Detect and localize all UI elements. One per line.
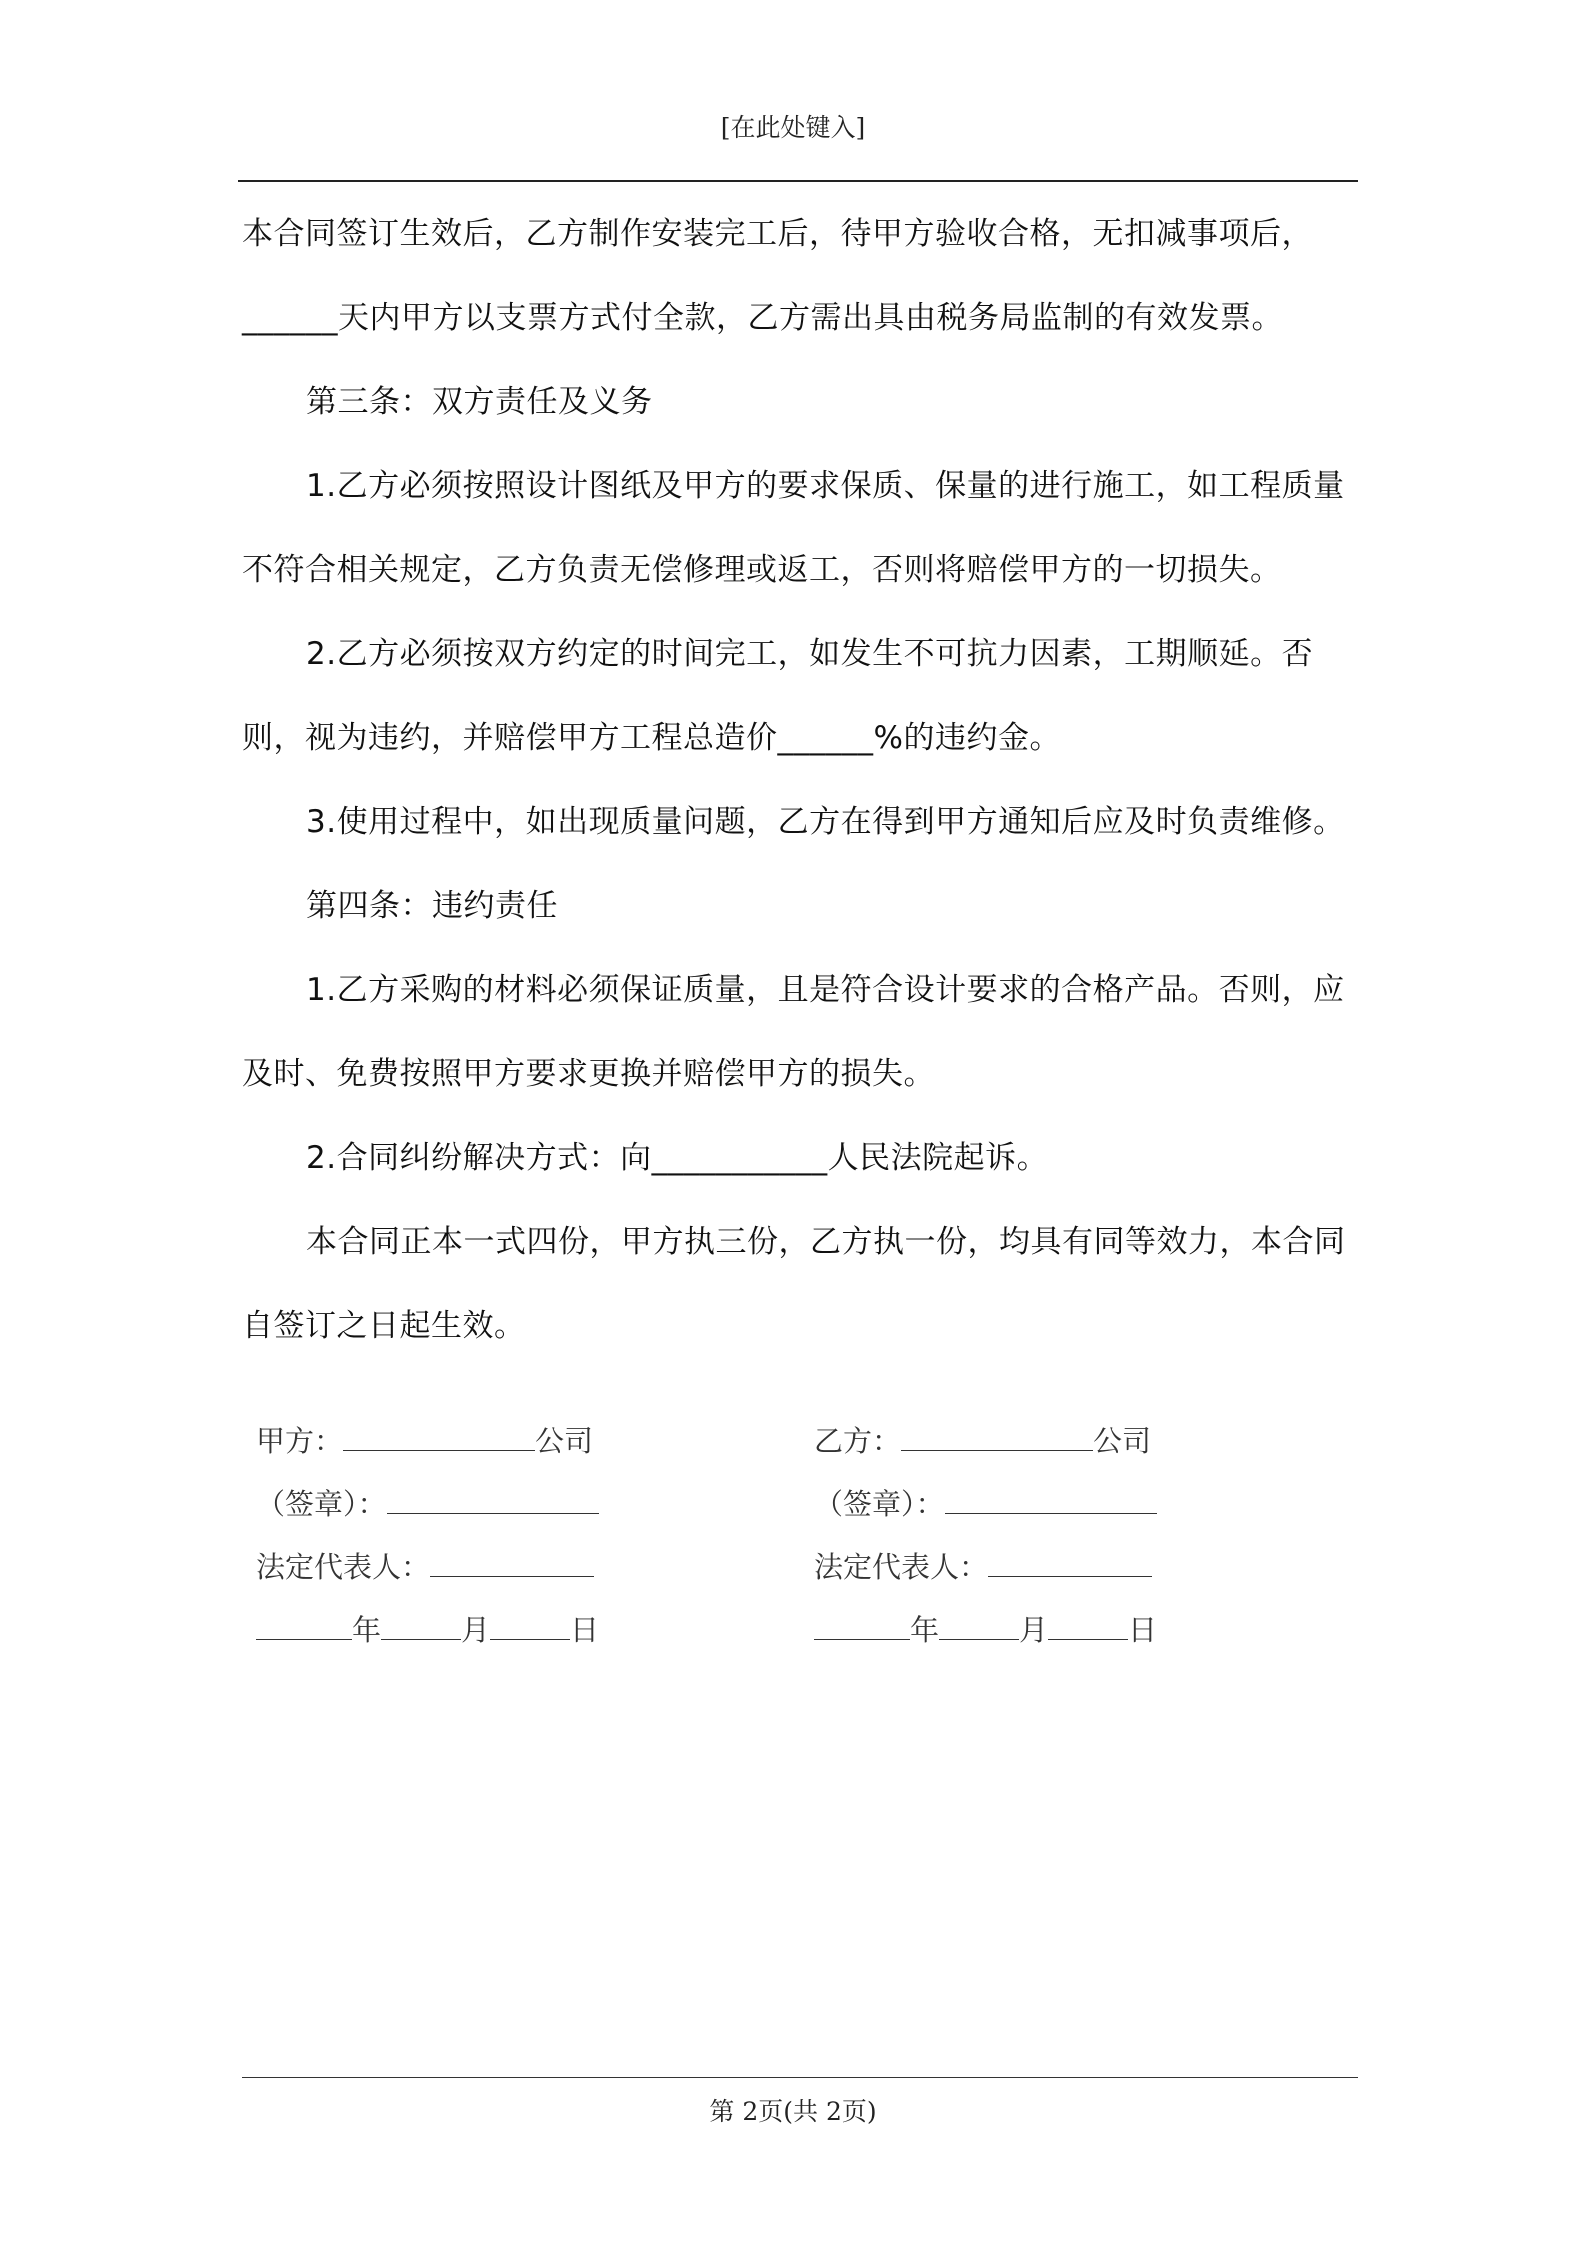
party-a-company-suffix: 公司	[535, 1424, 594, 1458]
paragraph-clause-3-1: 1.乙方必须按照设计图纸及甲方的要求保质、保量的进行施工，如工程质量不符合相关规定，乙方负责无偿修理或返工，否则将赔偿甲方的一切损失。	[242, 468, 1345, 588]
section-heading-4: 第四条：违约责任	[306, 888, 558, 924]
party-b-month-label: 月	[1019, 1613, 1049, 1647]
party-b-day-label: 日	[1128, 1613, 1158, 1647]
page-footer: 第 2页(共 2页)	[709, 2097, 877, 2126]
paragraph-clause-3-3: 3.使用过程中，如出现质量问题，乙方在得到甲方通知后应及时负责维修。	[306, 804, 1345, 840]
paragraph-clause-3-2: 2.乙方必须按双方约定的时间完工，如发生不可抗力因素，工期顺延。否则，视为违约，并赔偿甲方工程总造价______%的违约金。	[242, 636, 1314, 756]
section-heading-3: 第三条：双方责任及义务	[306, 384, 653, 420]
party-b-company-blank	[901, 1416, 1093, 1451]
party-a-date-line	[256, 1599, 599, 1662]
party-a-month-blank	[381, 1605, 461, 1640]
party-b-company-line	[814, 1410, 1157, 1473]
signature-block-party-a	[256, 1410, 599, 1662]
footer-divider	[242, 2077, 1358, 2078]
party-b-rep-line	[814, 1536, 1157, 1599]
paragraph-payment: 本合同签订生效后，乙方制作安装完工后，待甲方验收合格，无扣减事项后，______天内甲方以支票方式付全款，乙方需出具由税务局监制的有效发票。	[242, 216, 1313, 336]
party-b-day-blank	[1048, 1605, 1128, 1640]
party-b-label: 乙方：	[814, 1424, 902, 1458]
party-b-rep-blank	[988, 1542, 1152, 1577]
party-b-month-blank	[939, 1605, 1019, 1640]
party-a-rep-label: 法定代表人：	[256, 1550, 431, 1584]
party-b-rep-label: 法定代表人：	[814, 1550, 989, 1584]
party-a-year-label: 年	[352, 1613, 382, 1647]
party-a-day-label: 日	[570, 1613, 600, 1647]
party-b-seal-line	[814, 1473, 1157, 1536]
party-a-company-line	[256, 1410, 599, 1473]
party-b-date-line	[814, 1599, 1157, 1662]
party-a-rep-blank	[430, 1542, 594, 1577]
signature-block-party-b	[814, 1410, 1157, 1662]
party-a-company-blank	[343, 1416, 535, 1451]
party-b-seal-blank	[945, 1479, 1157, 1514]
party-a-month-label: 月	[461, 1613, 491, 1647]
party-a-seal-line	[256, 1473, 599, 1536]
paragraph-clause-4-2: 2.合同纠纷解决方式：向___________人民法院起诉。	[306, 1140, 1049, 1176]
party-b-year-blank	[814, 1605, 910, 1640]
page-header: [在此处键入]	[720, 113, 866, 142]
contract-body	[242, 192, 1358, 1368]
party-b-company-suffix: 公司	[1093, 1424, 1152, 1458]
party-a-day-blank	[490, 1605, 570, 1640]
header-divider	[238, 180, 1358, 182]
party-b-year-label: 年	[910, 1613, 940, 1647]
paragraph-clause-4-1: 1.乙方采购的材料必须保证质量，且是符合设计要求的合格产品。否则，应及时、免费按照甲方要求更换并赔偿甲方的损失。	[242, 972, 1345, 1092]
party-a-seal-blank	[387, 1479, 599, 1514]
party-a-seal-label: （签章）：	[256, 1487, 387, 1521]
party-a-year-blank	[256, 1605, 352, 1640]
party-a-label: 甲方：	[256, 1424, 344, 1458]
paragraph-effectiveness: 本合同正本一式四份，甲方执三份，乙方执一份，均具有同等效力，本合同自签订之日起生效。	[242, 1224, 1346, 1344]
party-b-seal-label: （签章）：	[814, 1487, 945, 1521]
party-a-rep-line	[256, 1536, 599, 1599]
